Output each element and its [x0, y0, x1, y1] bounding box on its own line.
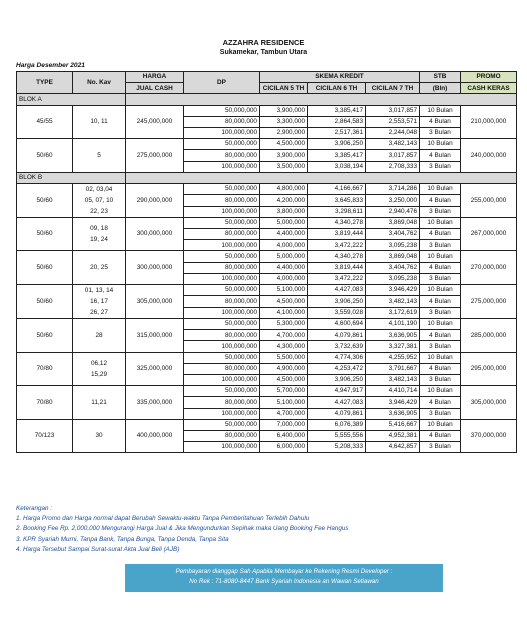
table-row: [17, 251, 517, 262]
promo-price: 295,000,000: [461, 352, 517, 386]
installment-5yr: 4,900,000: [260, 363, 308, 374]
note-item: 3. KPR Syariah Murni, Tanpa Bank, Tanpa Bunga, Tanpa Denda, Tanpa Sita: [16, 535, 229, 543]
page-title: AZZAHRA RESIDENCE: [222, 38, 305, 47]
installment-5yr: 4,700,000: [260, 408, 308, 419]
block-row: [17, 172, 517, 183]
installment-6yr: 3,819,444: [308, 229, 366, 240]
installment-6yr: 3,732,639: [308, 341, 366, 352]
table-row: [17, 217, 517, 228]
col-cash-keras: CASH KERAS: [461, 83, 517, 94]
installment-6yr: 4,079,861: [308, 330, 366, 341]
cash-price: 245,000,000: [126, 105, 184, 139]
table-row: [17, 352, 517, 363]
promo-price: 305,000,000: [461, 386, 517, 420]
installment-5yr: 3,900,000: [260, 150, 308, 161]
stb-months: 10 Bulan: [420, 386, 461, 397]
col-jual-cash: JUAL CASH: [126, 83, 184, 94]
installment-5yr: 4,300,000: [260, 341, 308, 352]
promo-price: 255,000,000: [461, 183, 517, 217]
installment-5yr: 3,500,000: [260, 161, 308, 172]
stb-months: 3 Bulan: [420, 127, 461, 138]
kavling-line: 11,21: [91, 398, 107, 406]
installment-7yr: 3,869,048: [366, 217, 420, 228]
down-payment: 50,000,000: [184, 352, 260, 363]
table-row: [17, 285, 517, 296]
kavling-line: 19, 24: [90, 236, 108, 244]
promo-price: 275,000,000: [461, 285, 517, 319]
stb-months: 10 Bulan: [420, 352, 461, 363]
installment-6yr: 4,340,278: [308, 217, 366, 228]
down-payment: 50,000,000: [184, 251, 260, 262]
kavling-line: 5: [97, 151, 101, 159]
down-payment: 100,000,000: [184, 341, 260, 352]
kavling-numbers: [73, 217, 126, 251]
kavling-line: 09, 18: [90, 225, 108, 233]
stb-months: 4 Bulan: [420, 116, 461, 127]
installment-6yr: 2,517,361: [308, 127, 366, 138]
unit-type: 70/80: [17, 352, 73, 386]
stb-months: 4 Bulan: [420, 330, 461, 341]
unit-type: 70/80: [17, 386, 73, 420]
installment-7yr: 3,791,667: [366, 363, 420, 374]
down-payment: 80,000,000: [184, 262, 260, 273]
block-label: BLOK B: [17, 172, 126, 183]
installment-7yr: 3,404,762: [366, 229, 420, 240]
cash-price: 305,000,000: [126, 285, 184, 319]
block-spacer: [126, 172, 517, 183]
unit-type: 50/60: [17, 217, 73, 251]
stb-months: 3 Bulan: [420, 206, 461, 217]
installment-6yr: 6,076,389: [308, 419, 366, 430]
installment-5yr: 5,100,000: [260, 397, 308, 408]
installment-5yr: 5,000,000: [260, 217, 308, 228]
block-label: BLOK A: [17, 94, 126, 105]
down-payment: 100,000,000: [184, 408, 260, 419]
promo-price: 210,000,000: [461, 105, 517, 139]
down-payment: 100,000,000: [184, 161, 260, 172]
installment-5yr: 3,800,000: [260, 206, 308, 217]
installment-7yr: 3,946,429: [366, 397, 420, 408]
kavling-numbers: [73, 352, 126, 386]
installment-5yr: 5,700,000: [260, 386, 308, 397]
down-payment: 80,000,000: [184, 116, 260, 127]
col-stb-unit: (Bln): [420, 83, 461, 94]
stb-months: 3 Bulan: [420, 240, 461, 251]
promo-price: 270,000,000: [461, 251, 517, 285]
page-subtitle: Sukamekar, Tambun Utara: [219, 49, 308, 56]
col-type: TYPE: [17, 72, 73, 94]
down-payment: 50,000,000: [184, 419, 260, 430]
kavling-numbers: [73, 183, 126, 217]
col-cicilan-7: CICILAN 7 TH: [366, 83, 420, 94]
kavling-line: 02, 03,04: [85, 185, 113, 193]
installment-5yr: 4,400,000: [260, 229, 308, 240]
col-stb: STB: [420, 72, 461, 83]
down-payment: 50,000,000: [184, 319, 260, 330]
installment-5yr: 6,400,000: [260, 430, 308, 441]
notes-heading: Keterangan :: [16, 505, 53, 512]
kavling-line: 26, 27: [90, 309, 108, 316]
installment-6yr: 3,298,611: [308, 206, 366, 217]
installment-6yr: 4,166,667: [308, 183, 366, 194]
promo-price: 267,000,000: [461, 217, 517, 251]
installment-7yr: 4,101,190: [366, 319, 420, 330]
stb-months: 10 Bulan: [420, 217, 461, 228]
installment-5yr: 4,100,000: [260, 307, 308, 318]
installment-6yr: 3,472,222: [308, 273, 366, 284]
installment-7yr: 3,636,905: [366, 408, 420, 419]
kavling-line: 16, 17: [90, 298, 108, 305]
installment-6yr: 2,864,583: [308, 116, 366, 127]
note-item: 1. Harga Promo dan Harga normal dapat Berubah Sewaktu-waktu Tanpa Pemberitahuan Terlebih Dahulu: [16, 515, 310, 523]
col-harga: HARGA: [126, 72, 184, 83]
installment-7yr: 3,404,762: [366, 262, 420, 273]
installment-6yr: 4,427,083: [308, 285, 366, 296]
stb-months: 4 Bulan: [420, 296, 461, 307]
installment-7yr: 4,952,381: [366, 430, 420, 441]
installment-6yr: 3,906,250: [308, 296, 366, 307]
installment-7yr: 2,708,333: [366, 161, 420, 172]
installment-5yr: 5,300,000: [260, 319, 308, 330]
installment-5yr: 4,200,000: [260, 195, 308, 206]
stb-months: 4 Bulan: [420, 150, 461, 161]
installment-7yr: 3,946,429: [366, 285, 420, 296]
stb-months: 3 Bulan: [420, 341, 461, 352]
notes-section: [16, 504, 349, 555]
col-cicilan-5: CICILAN 5 TH: [260, 83, 308, 94]
kavling-line: 15,29: [91, 370, 107, 378]
installment-7yr: 5,416,667: [366, 419, 420, 430]
promo-price: 285,000,000: [461, 319, 517, 353]
installment-5yr: 3,300,000: [260, 116, 308, 127]
installment-6yr: 5,555,556: [308, 430, 366, 441]
installment-5yr: 4,800,000: [260, 183, 308, 194]
down-payment: 50,000,000: [184, 183, 260, 194]
kavling-numbers: [73, 319, 126, 353]
down-payment: 50,000,000: [184, 285, 260, 296]
kavling-line: 22, 23: [90, 207, 108, 215]
table-body: [17, 94, 517, 453]
installment-7yr: 3,869,048: [366, 251, 420, 262]
promo-price: 240,000,000: [461, 139, 517, 173]
kavling-line: 30: [95, 432, 103, 440]
block-row: [17, 94, 517, 105]
payment-footer: [125, 564, 443, 592]
unit-type: 50/60: [17, 285, 73, 319]
installment-6yr: 4,774,306: [308, 352, 366, 363]
kavling-numbers: [73, 285, 126, 319]
kavling-numbers: [73, 419, 126, 453]
installment-7yr: 3,172,619: [366, 307, 420, 318]
installment-6yr: 3,906,250: [308, 139, 366, 150]
bank-account: No Rek : 71-8080-8447 Bank Syariah Indonesia an Wawan Setiawan: [189, 578, 379, 585]
table-row: [17, 419, 517, 430]
stb-months: 3 Bulan: [420, 374, 461, 385]
price-table: [16, 71, 517, 453]
installment-6yr: 4,253,472: [308, 363, 366, 374]
unit-type: 50/60: [17, 319, 73, 353]
kavling-numbers: [73, 386, 126, 420]
installment-7yr: 4,410,714: [366, 386, 420, 397]
installment-7yr: 3,017,857: [366, 105, 420, 116]
stb-months: 3 Bulan: [420, 307, 461, 318]
cash-price: 315,000,000: [126, 319, 184, 353]
installment-5yr: 3,900,000: [260, 105, 308, 116]
installment-7yr: 3,714,286: [366, 183, 420, 194]
cash-price: 275,000,000: [126, 139, 184, 173]
installment-5yr: 4,400,000: [260, 262, 308, 273]
stb-months: 3 Bulan: [420, 408, 461, 419]
down-payment: 100,000,000: [184, 273, 260, 284]
installment-6yr: 4,340,278: [308, 251, 366, 262]
cash-price: 400,000,000: [126, 419, 184, 453]
installment-7yr: 3,482,143: [366, 296, 420, 307]
installment-6yr: 3,385,417: [308, 150, 366, 161]
kavling-line: 20, 25: [90, 264, 108, 272]
col-kav: No. Kav: [73, 72, 126, 94]
down-payment: 80,000,000: [184, 430, 260, 441]
stb-months: 4 Bulan: [420, 195, 461, 206]
installment-5yr: 4,000,000: [260, 240, 308, 251]
installment-7yr: 3,095,238: [366, 273, 420, 284]
kavling-numbers: [73, 251, 126, 285]
installment-6yr: 4,947,917: [308, 386, 366, 397]
installment-6yr: 3,385,417: [308, 105, 366, 116]
stb-months: 3 Bulan: [420, 273, 461, 284]
kavling-line: 06,12: [91, 359, 107, 367]
down-payment: 80,000,000: [184, 195, 260, 206]
down-payment: 100,000,000: [184, 206, 260, 217]
installment-6yr: 3,472,222: [308, 240, 366, 251]
installment-5yr: 5,100,000: [260, 285, 308, 296]
stb-months: 4 Bulan: [420, 397, 461, 408]
table-row: [17, 183, 517, 194]
cash-price: 325,000,000: [126, 352, 184, 386]
stb-months: 10 Bulan: [420, 285, 461, 296]
installment-5yr: 6,000,000: [260, 442, 308, 453]
installment-7yr: 2,553,571: [366, 116, 420, 127]
cash-price: 300,000,000: [126, 217, 184, 251]
installment-7yr: 3,017,857: [366, 150, 420, 161]
down-payment: 100,000,000: [184, 374, 260, 385]
installment-7yr: 3,095,238: [366, 240, 420, 251]
unit-type: 50/60: [17, 251, 73, 285]
col-skema-kredit: SKEMA KREDIT: [260, 72, 420, 83]
down-payment: 100,000,000: [184, 307, 260, 318]
unit-type: 50/60: [17, 139, 73, 173]
stb-months: 10 Bulan: [420, 419, 461, 430]
installment-5yr: 4,000,000: [260, 273, 308, 284]
installment-5yr: 4,500,000: [260, 296, 308, 307]
payment-note: Pembayaran dianggap Sah Apabila Membayar ke Rekening Resmi Developer :: [175, 568, 393, 575]
installment-7yr: 4,642,857: [366, 442, 420, 453]
stb-months: 10 Bulan: [420, 183, 461, 194]
installment-7yr: 3,250,000: [366, 195, 420, 206]
down-payment: 50,000,000: [184, 139, 260, 150]
installment-6yr: 3,038,194: [308, 161, 366, 172]
unit-type: 50/60: [17, 183, 73, 217]
installment-7yr: 2,940,476: [366, 206, 420, 217]
table-row: [17, 139, 517, 150]
installment-5yr: 7,000,000: [260, 419, 308, 430]
down-payment: 80,000,000: [184, 229, 260, 240]
stb-months: 3 Bulan: [420, 442, 461, 453]
cash-price: 290,000,000: [126, 183, 184, 217]
stb-months: 4 Bulan: [420, 430, 461, 441]
installment-5yr: 2,900,000: [260, 127, 308, 138]
installment-5yr: 5,500,000: [260, 352, 308, 363]
installment-6yr: 5,208,333: [308, 442, 366, 453]
installment-7yr: 3,482,143: [366, 139, 420, 150]
kavling-numbers: [73, 105, 126, 139]
unit-type: 70/123: [17, 419, 73, 453]
installment-7yr: 2,244,048: [366, 127, 420, 138]
stb-months: 4 Bulan: [420, 262, 461, 273]
installment-6yr: 3,906,250: [308, 374, 366, 385]
col-cicilan-6: CICILAN 6 TH: [308, 83, 366, 94]
kavling-line: 10, 11: [90, 118, 108, 126]
stb-months: 10 Bulan: [420, 319, 461, 330]
kavling-line: 01, 13, 14: [84, 287, 114, 294]
promo-price: 370,000,000: [461, 419, 517, 453]
installment-7yr: 3,482,143: [366, 374, 420, 385]
installment-6yr: 3,645,833: [308, 195, 366, 206]
installment-7yr: 3,636,905: [366, 330, 420, 341]
installment-5yr: 5,000,000: [260, 251, 308, 262]
down-payment: 100,000,000: [184, 442, 260, 453]
installment-6yr: 4,427,083: [308, 397, 366, 408]
down-payment: 100,000,000: [184, 240, 260, 251]
price-date-label: Harga Desember 2021: [16, 62, 85, 69]
installment-5yr: 4,500,000: [260, 374, 308, 385]
block-spacer: [126, 94, 517, 105]
down-payment: 80,000,000: [184, 150, 260, 161]
down-payment: 80,000,000: [184, 330, 260, 341]
installment-7yr: 4,255,952: [366, 352, 420, 363]
kavling-numbers: [73, 139, 126, 173]
stb-months: 4 Bulan: [420, 229, 461, 240]
table-row: [17, 105, 517, 116]
installment-6yr: 4,079,861: [308, 408, 366, 419]
installment-5yr: 4,500,000: [260, 139, 308, 150]
kavling-line: 05, 07, 10: [84, 196, 114, 204]
installment-6yr: 3,559,028: [308, 307, 366, 318]
cash-price: 335,000,000: [126, 386, 184, 420]
down-payment: 100,000,000: [184, 127, 260, 138]
down-payment: 50,000,000: [184, 105, 260, 116]
installment-7yr: 3,327,381: [366, 341, 420, 352]
installment-6yr: 3,819,444: [308, 262, 366, 273]
installment-5yr: 4,700,000: [260, 330, 308, 341]
cash-price: 300,000,000: [126, 251, 184, 285]
table-row: [17, 319, 517, 330]
installment-6yr: 4,600,694: [308, 319, 366, 330]
stb-months: 10 Bulan: [420, 139, 461, 150]
down-payment: 80,000,000: [184, 296, 260, 307]
stb-months: 10 Bulan: [420, 105, 461, 116]
stb-months: 4 Bulan: [420, 363, 461, 374]
note-item: 2. Booking Fee Rp. 2,000,000 Mengurangi Harga Jual & Jika Mengundurkan Sepihak maka Uang Booking Fee Hangus: [16, 525, 349, 533]
stb-months: 10 Bulan: [420, 251, 461, 262]
col-promo: PROMO: [461, 72, 517, 83]
note-item: 4. Harga Tersebut Sampai Surat-surat Akta Jual Beli (AJB): [16, 545, 180, 553]
stb-months: 3 Bulan: [420, 161, 461, 172]
down-payment: 80,000,000: [184, 363, 260, 374]
kavling-line: 28: [95, 331, 103, 339]
col-dp: DP: [184, 72, 260, 94]
down-payment: 50,000,000: [184, 386, 260, 397]
table-row: [17, 386, 517, 397]
down-payment: 80,000,000: [184, 397, 260, 408]
unit-type: 45/55: [17, 105, 73, 139]
table-header-row: [17, 72, 517, 83]
down-payment: 50,000,000: [184, 217, 260, 228]
